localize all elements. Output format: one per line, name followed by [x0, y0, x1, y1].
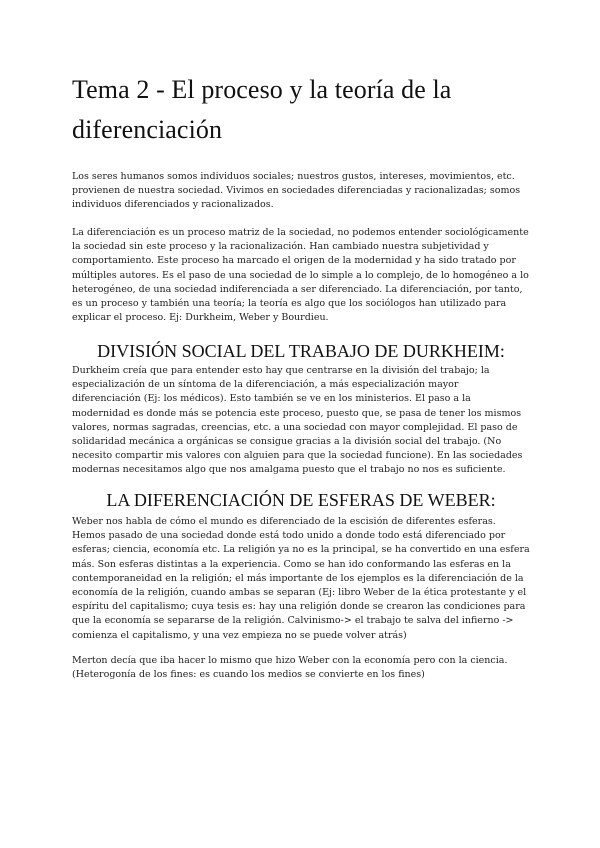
page-title: Tema 2 - El proceso y la teoría de la diferenciación — [72, 75, 452, 144]
section-heading-durkheim: DIVISIÓN SOCIAL DEL TRABAJO DE DURKHEIM: — [97, 341, 505, 361]
differentiation-paragraph: La diferenciación es un proceso matriz de la sociedad, no podemos entender sociológicamente la sociedad sin este proceso y la racionalización. Han cambiado nuestra subjetividad y comportamiento. Este proceso ha marcado el origen de la modernidad y ha sido tratado por múltiples autores. Es el paso de una sociedad de lo simple a lo complejo, de lo homogéneo a lo heterogéneo, de una sociedad indiferenciada a ser diferenciado. La diferenciación, por tanto, es un proceso y también una teoría; la teoría es algo que los sociólogos han utilizado para explicar el proceso. Ej: Durkheim, Weber y Bourdieu. — [72, 227, 529, 324]
intro-paragraph: Los seres humanos somos individuos sociales; nuestros gustos, intereses, movimientos, etc. provienen de nuestra sociedad. Vivimos en sociedades diferenciadas y racionalizadas; somos individuos diferenciados y racionalizados. — [72, 171, 521, 211]
durkheim-paragraph: Durkheim creía que para entender esto hay que centrarse en la división del trabajo; la especialización de un síntoma de la diferenciación, a más especialización mayor diferenciación (Ej: los médicos). Esto también se ve en los ministerios. El paso a la modernidad es donde más se potencia este proceso, puesto que, se pasa de tener los mismos valores, normas sagradas, creencias, etc. a una sociedad con mayor complejidad. El paso de solidaridad mecánica a orgánicas se consigue gracias a la división social del trabajo. (No necesito compartir mis valores con alguien para que la sociedad funcione). En las sociedades modernas necesitamos algo que nos amalgama puesto que el trabajo no nos es suficiente. — [72, 365, 523, 476]
section-heading-weber: LA DIFERENCIACIÓN DE ESFERAS DE WEBER: — [106, 490, 496, 510]
merton-paragraph: Merton decía que iba hacer lo mismo que hizo Weber con la economía pero con la ciencia. (Heterogonía de los fines: es cuando los medios se convierte en los fines) — [72, 655, 508, 681]
weber-paragraph: Weber nos habla de cómo el mundo es diferenciado de la escisión de diferentes esferas. Hemos pasado de una sociedad donde está todo unido a donde todo está diferenciado por esferas; ciencia, economía etc. La religión ya no es la principal, se ha convertido en una esfera más. Son esferas distintas a la experiencia. Como se han ido conformando las esferas en la contemporaneidad en la religión; el más importante de los ejemplos es la diferenciación de la economía de la religión, cuando ambas se separan (Ej: libro Weber de la ética protestante y el espíritu del capitalismo; cuya tesis es: hay una religión donde se crearon las condiciones para que la economía se separarse de la religión. Calvinismo-> el trabajo te salva del infierno -> comienza el capitalismo, y una vez empieza no se puede volver atrás) — [72, 516, 530, 641]
